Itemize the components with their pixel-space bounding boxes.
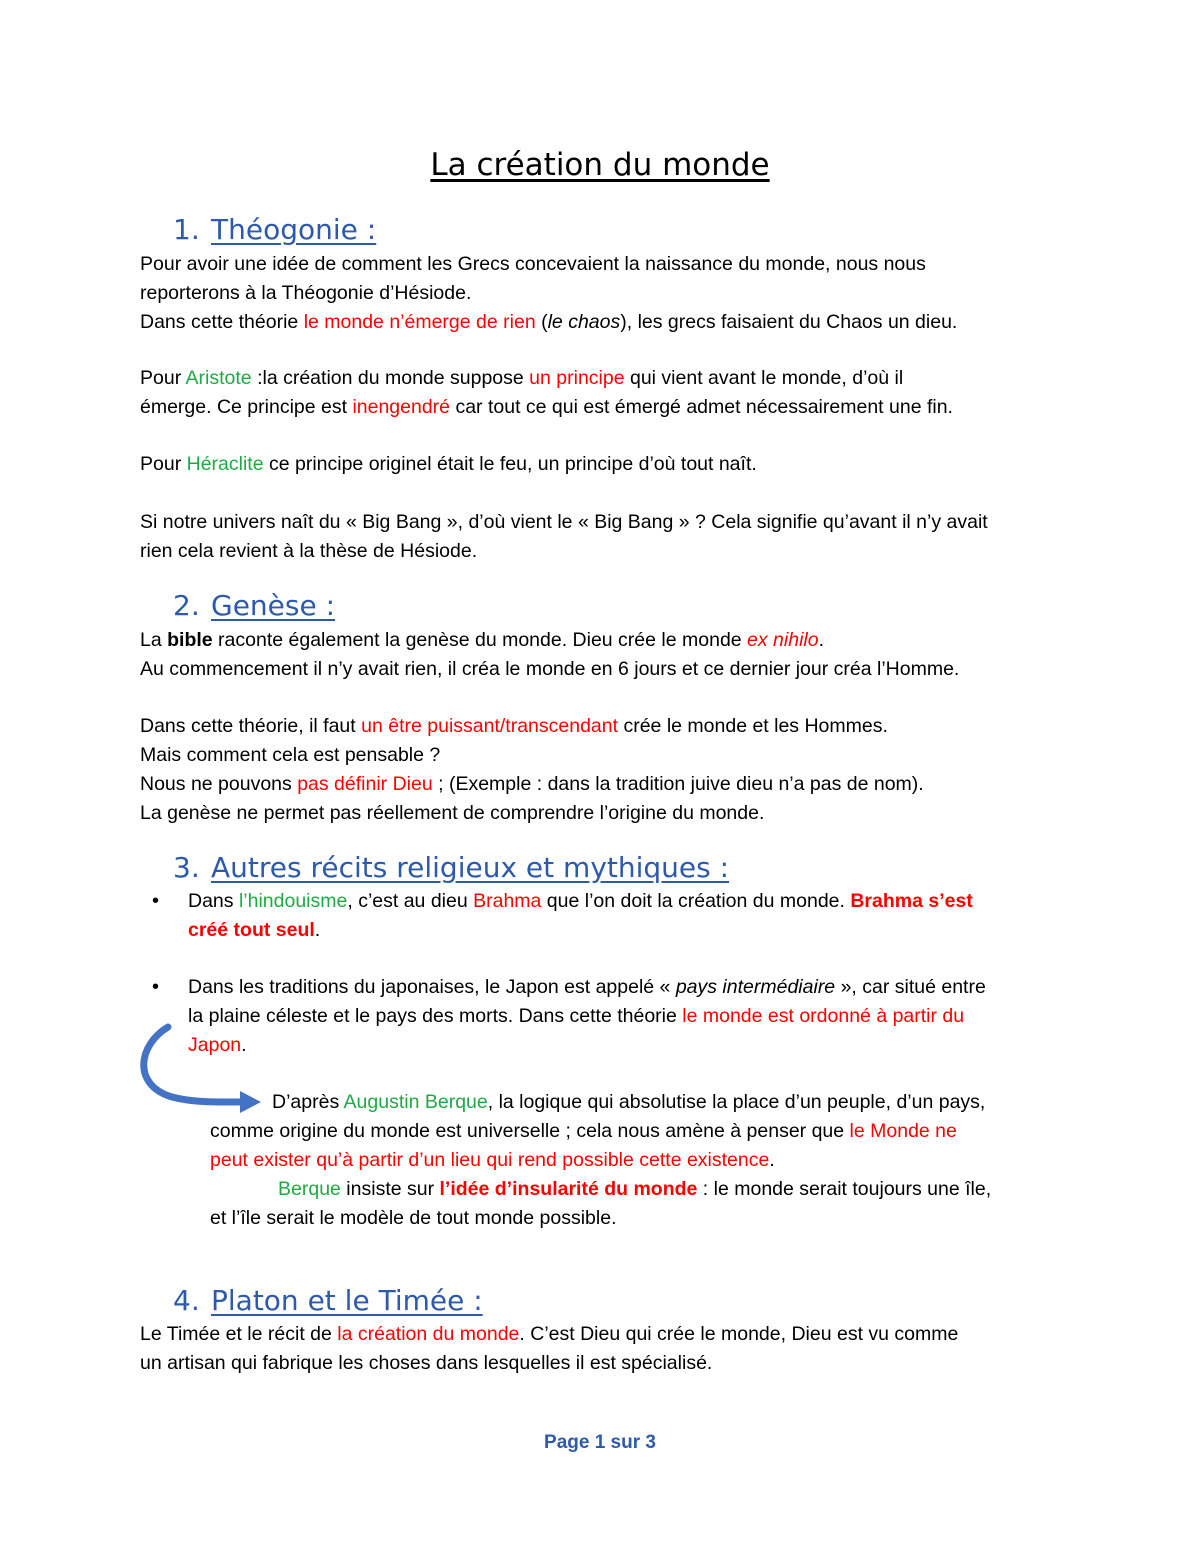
section-heading-theogonie: 1. Théogonie : bbox=[173, 213, 377, 246]
section-heading-genese: 2. Genèse : bbox=[173, 589, 336, 622]
page-number-footer: Page 1 sur 3 bbox=[544, 1432, 656, 1453]
bullet-marker: • bbox=[152, 976, 160, 998]
paragraph-theogonie: Pour avoir une idée de comment les Grecs concevaient la naissance du monde, nous nous reporterons à la Théogonie d’Hésiode. Dans cette théorie le monde n’émerge de rien (le chaos), les grecs faisaient du Chaos un dieu. bbox=[140, 253, 958, 333]
paragraph-transcendant: Dans cette théorie, il faut un être puissant/transcendant crée le monde et les Hommes. Mais comment cela est pensable ? Nous ne pouvons pas définir Dieu ; (Exemple : dans la tradition juive dieu n’a pas de nom). La genèse ne permet pas réellement de comprendre l’origine du monde. bbox=[140, 715, 924, 824]
section-heading-platon: 4. Platon et le Timée : bbox=[173, 1284, 483, 1317]
document-title: La création du monde bbox=[430, 147, 770, 183]
paragraph-aristote: Pour Aristote :la création du monde suppose un principe qui vient avant le monde, d’où il émerge. Ce principe est inengendré car tout ce qui est émergé admet nécessairement une fin. bbox=[140, 367, 953, 418]
list-item-japon: Dans les traditions du japonaises, le Japon est appelé « pays intermédiaire », car situé entre la plaine céleste et le pays des morts. Dans cette théorie le monde est ordonné à partir du Japon. bbox=[188, 976, 986, 1056]
paragraph-timee: Le Timée et le récit de la création du monde. C’est Dieu qui crée le monde, Dieu est vu comme un artisan qui fabrique les choses dans lesquelles il est spécialisé. bbox=[140, 1323, 959, 1374]
paragraph-big-bang: Si notre univers naît du « Big Bang », d’où vient le « Big Bang » ? Cela signifie qu’avant il n’y avait rien cela revient à la thèse de Hésiode. bbox=[140, 511, 988, 562]
paragraph-heraclite: Pour Héraclite ce principe originel était le feu, un principe d’où tout naît. bbox=[140, 453, 757, 475]
bullet-marker: • bbox=[152, 890, 160, 912]
list-item-hindouisme: Dans l’hindouisme, c’est au dieu Brahma que l’on doit la création du monde. Brahma s’est créé tout seul. bbox=[188, 890, 973, 941]
paragraph-genese: La bible raconte également la genèse du monde. Dieu crée le monde ex nihilo. Au commencement il n’y avait rien, il créa le monde en 6 jours et ce dernier jour créa l’Homme. bbox=[140, 629, 960, 680]
paragraph-berque: D’après Augustin Berque, la logique qui absolutise la place d’un peuple, d’un pays, comme origine du monde est universelle ; cela nous amène à penser que le Monde ne peut exister qu’à partir d’un lieu qui rend possible cette existence. Berque insiste sur l’idée d’insularité du monde : le monde serait toujours une île, et l’île serait le modèle de tout monde possible. bbox=[210, 1091, 992, 1229]
section-heading-autres-recits: 3. Autres récits religieux et mythiques : bbox=[173, 851, 730, 884]
